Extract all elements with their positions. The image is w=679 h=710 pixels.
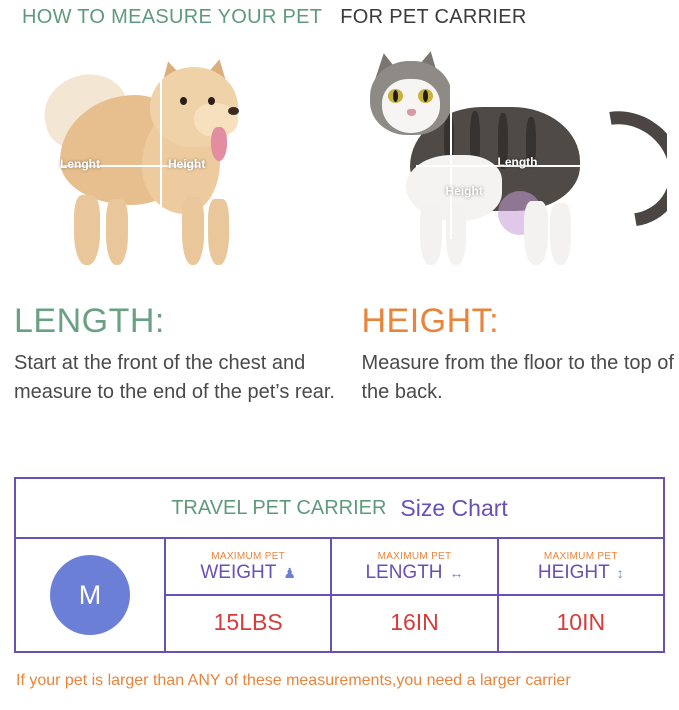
- cat-height-guide-line: [450, 79, 452, 239]
- dog-front-left-leg: [182, 197, 204, 265]
- column-length-label: LENGTH: [365, 562, 443, 583]
- dog-height-guide-line: [160, 75, 162, 235]
- cat-front-left-leg: [420, 203, 442, 265]
- cat-face: [382, 79, 440, 133]
- definition-length-title: LENGTH:: [14, 302, 165, 340]
- cat-length-label: Length: [497, 155, 538, 169]
- column-weight-small-label: MAXIMUM PET: [211, 551, 286, 562]
- weight-icon: ♟: [283, 564, 296, 581]
- definition-height-text: Measure from the floor to the top of the back.: [361, 352, 674, 403]
- dog-photo-cell: [12, 29, 340, 284]
- column-height: [499, 539, 663, 651]
- column-weight-header: [166, 539, 330, 596]
- dog-left-eye: [180, 97, 187, 105]
- size-chart-body: [16, 539, 663, 651]
- dog-front-right-leg: [208, 199, 229, 265]
- page-title-green: HOW TO MEASURE YOUR PET: [22, 6, 323, 28]
- footnote: If your pet is larger than ANY of these measurements,you need a larger carrier: [16, 672, 571, 689]
- cat-right-pupil: [423, 90, 428, 102]
- cat-height-label: Height: [445, 184, 483, 198]
- size-chart-header: [16, 479, 663, 539]
- column-height-title: [538, 562, 624, 584]
- photo-row: [0, 29, 679, 284]
- dog-tongue: [211, 127, 227, 161]
- column-height-small-label: MAXIMUM PET: [543, 551, 618, 562]
- column-height-value: 10IN: [556, 609, 606, 635]
- dog-height-label: Height: [168, 157, 206, 171]
- cat-back-right-leg: [550, 203, 571, 265]
- dog-length-label: Lenght: [60, 157, 100, 171]
- column-length-header: [332, 539, 496, 596]
- column-height-label: HEIGHT: [537, 562, 610, 583]
- size-chart-heading-right: Size Chart: [400, 494, 508, 521]
- vertical-arrow-icon: ↕: [616, 565, 624, 581]
- column-length-small-label: MAXIMUM PET: [377, 551, 452, 562]
- dog-back-right-leg: [106, 199, 128, 265]
- cat-nose: [407, 109, 416, 116]
- cat-photo-cell: [340, 29, 668, 284]
- column-length-value: 16IN: [390, 609, 439, 635]
- dog-nose: [228, 107, 239, 115]
- size-chart-heading-left: TRAVEL PET CARRIER: [171, 496, 387, 519]
- cat-left-pupil: [393, 90, 398, 102]
- column-weight-value: 15LBS: [213, 609, 283, 635]
- dog-right-eye: [208, 97, 215, 105]
- size-badge: M: [50, 555, 130, 635]
- definition-length-text: Start at the front of the chest and measure to the end of the pet’s rear.: [14, 352, 335, 403]
- definition-length: [0, 302, 340, 407]
- column-length: [332, 539, 498, 651]
- horizontal-arrow-icon: ↔: [449, 565, 464, 581]
- cat-front-right-leg: [446, 205, 466, 265]
- definition-height: [340, 302, 679, 407]
- definitions-section: [0, 284, 679, 407]
- column-weight-title: [200, 562, 296, 584]
- size-badge-cell: [16, 539, 166, 651]
- size-chart-table: [14, 477, 665, 653]
- page-title-dark: FOR PET CARRIER: [340, 6, 527, 28]
- cat-back-left-leg: [524, 201, 548, 265]
- column-height-header: [499, 539, 663, 596]
- column-weight: [166, 539, 332, 651]
- column-weight-label: WEIGHT: [200, 562, 277, 583]
- dog-back-left-leg: [74, 195, 100, 265]
- definition-height-title: HEIGHT:: [361, 302, 500, 340]
- column-length-title: [365, 562, 463, 584]
- page-title: [0, 0, 679, 29]
